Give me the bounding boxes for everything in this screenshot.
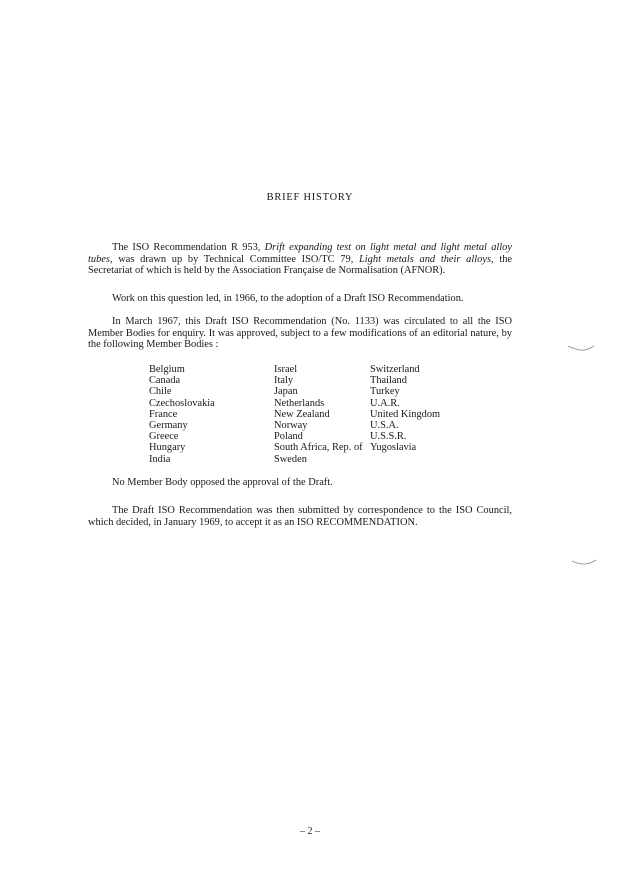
member-body: Norway [274, 419, 308, 431]
member-body: New Zealand [274, 408, 330, 420]
margin-scan-mark [566, 342, 598, 356]
committee-name-italic: Light metals and their alloys [359, 253, 491, 265]
para1-text-c: , the Secretariat of which is held by the Association Française de Normalisation (AFNOR). [88, 253, 513, 277]
member-column-1 [149, 364, 215, 465]
member-column-2 [274, 364, 363, 465]
member-body: Chile [149, 386, 172, 398]
history-paragraph-1 [88, 242, 512, 277]
member-body: Yugoslavia [370, 442, 417, 454]
member-body: France [149, 408, 178, 420]
member-body: U.S.A. [370, 419, 399, 431]
member-body: U.A.R. [370, 397, 400, 409]
member-column-3 [370, 364, 440, 454]
member-body: U.S.S.R. [370, 431, 407, 443]
para1-text-b: , was drawn up by Technical Committee ISO/TC 79, [109, 253, 360, 265]
page-number: – 2 – [300, 826, 320, 837]
member-body: Hungary [149, 442, 186, 454]
member-body: Netherlands [274, 397, 325, 409]
member-body: Sweden [274, 453, 307, 465]
para1-text-a: The ISO Recommendation R 953, [112, 242, 265, 253]
page-title: BRIEF HISTORY [266, 192, 354, 203]
member-body: Thailand [370, 375, 407, 387]
member-body: Greece [149, 431, 179, 443]
member-body: Italy [274, 375, 294, 387]
history-paragraph-4: No Member Body opposed the approval of the Draft. [112, 477, 333, 488]
member-body: Czechoslovakia [149, 397, 215, 409]
member-body: Canada [149, 375, 181, 387]
history-paragraph-2: Work on this question led, in 1966, to the adoption of a Draft ISO Recommendation. [112, 293, 464, 304]
member-body: Israel [274, 364, 298, 375]
member-body: South Africa, Rep. of [274, 442, 363, 454]
member-body: Poland [274, 431, 303, 443]
member-body: Japan [274, 386, 298, 398]
history-paragraph-3: In March 1967, this Draft ISO Recommendation (No. 1133) was circulated to all the ISO Member Bodies for enquiry. It was approved, subject to a few modifications of an editorial nature, by the following Member Bodies : [88, 316, 512, 351]
margin-scan-mark [570, 556, 600, 570]
standard-title-italic: Drift expanding test on light metal and light metal alloy tubes [88, 242, 512, 265]
member-body: Belgium [149, 364, 185, 375]
history-paragraph-5: The Draft ISO Recommendation was then submitted by correspondence to the ISO Council, which decided, in January 1969, to accept it as an ISO RECOMMENDATION. [88, 505, 512, 528]
member-body: Turkey [370, 386, 400, 398]
member-body: Switzerland [370, 364, 420, 375]
member-body: India [149, 453, 171, 465]
member-body: Germany [149, 419, 188, 431]
member-body: United Kingdom [370, 408, 441, 420]
